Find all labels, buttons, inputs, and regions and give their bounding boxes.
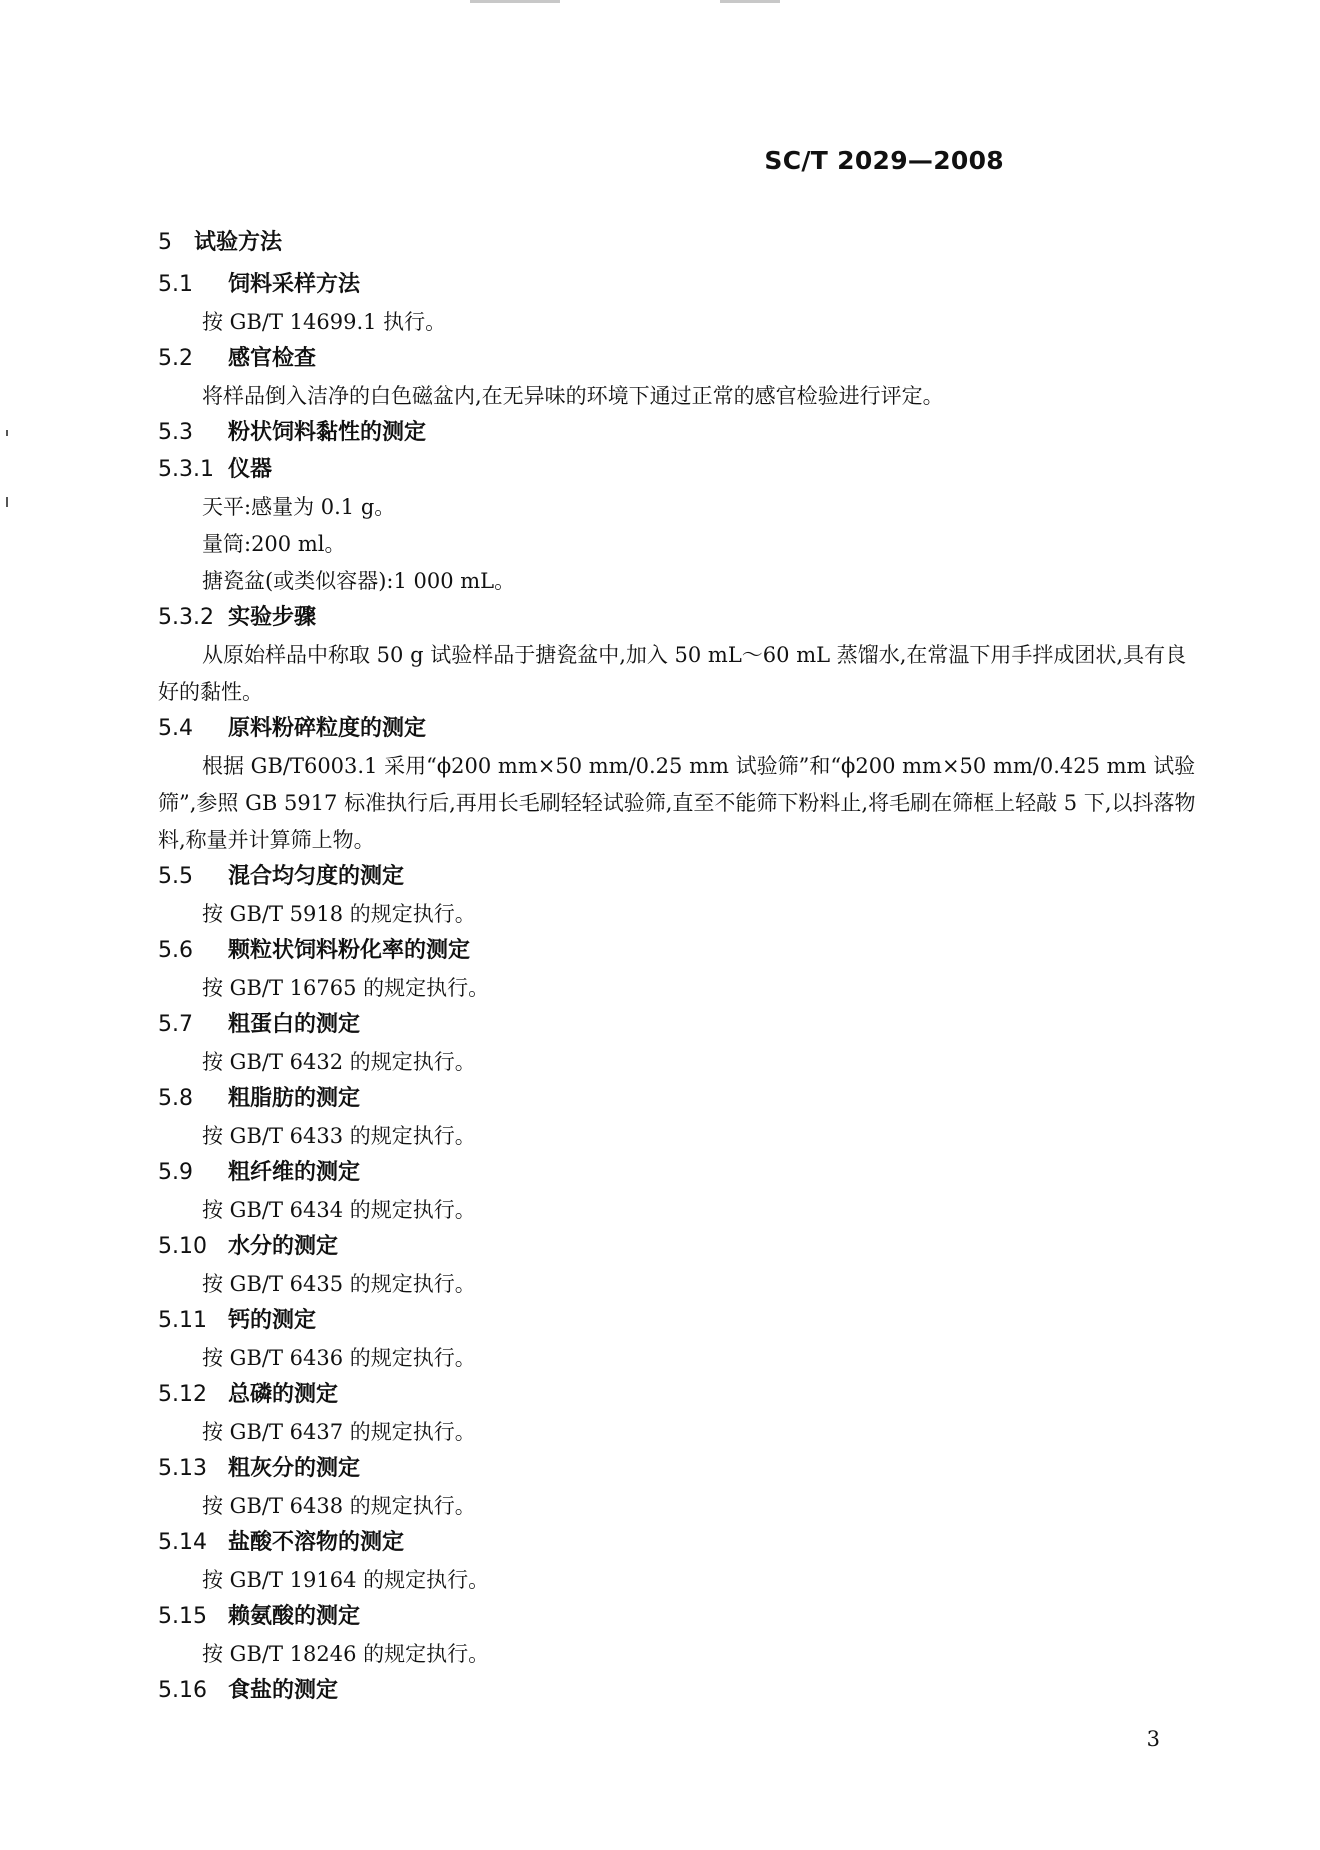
clause-number: 5.12: [158, 1382, 207, 1407]
scan-artifact: [6, 497, 8, 507]
clause-number: 5.3: [158, 420, 193, 445]
clause-text: 按 GB/T 6434 的规定执行。: [202, 1198, 476, 1222]
clause-heading: [158, 341, 1198, 378]
clause-text: 天平:感量为 0.1 g。: [202, 495, 396, 519]
document-code: SC/T 2029—2008: [764, 146, 1004, 175]
clause-number: 5.16: [158, 1678, 207, 1703]
clause-text: 按 GB/T 18246 的规定执行。: [202, 1642, 490, 1666]
clause-title: 实验步骤: [228, 605, 317, 630]
clause-list: [158, 267, 1198, 1710]
section-title: 试验方法: [194, 230, 283, 255]
clause-heading: [158, 600, 1198, 637]
clause-heading: [158, 1673, 1198, 1710]
clause-heading: [158, 1229, 1198, 1266]
clause-title: 粗纤维的测定: [228, 1160, 361, 1185]
clause-text: 根据 GB/T6003.1 采用“ϕ200 mm×50 mm/0.25 mm 试验筛”和“ϕ200 mm×50 mm/0.425 mm 试验筛”,参照 GB 5917 标准执行后,再用长毛刷轻轻试验筛,直至不能筛下粉料止,将毛刷在筛框上轻敲 5 下,以抖落物料,称量并计算筛上物。: [158, 754, 1196, 852]
clause-number: 5.14: [158, 1530, 207, 1555]
clause-title: 仪器: [228, 457, 273, 482]
clause-number: 5.9: [158, 1160, 193, 1185]
clause-number: 5.11: [158, 1308, 207, 1333]
clause-text: 将样品倒入洁净的白色磁盆内,在无异味的环境下通过正常的感官检验进行评定。: [202, 384, 944, 408]
clause-title: 原料粉碎粒度的测定: [228, 716, 427, 741]
clause-number: 5.13: [158, 1456, 207, 1481]
clause-heading: [158, 1007, 1198, 1044]
clause-heading: [158, 1155, 1198, 1192]
clause-number: 5.3.1: [158, 457, 214, 482]
clause-text: 按 GB/T 6435 的规定执行。: [202, 1272, 476, 1296]
clause-text: 从原始样品中称取 50 g 试验样品于搪瓷盆中,加入 50 mL～60 mL 蒸馏水,在常温下用手拌成团状,具有良好的黏性。: [158, 643, 1187, 704]
clause-title: 饲料采样方法: [228, 272, 361, 297]
clause-title: 总磷的测定: [228, 1382, 339, 1407]
clause-text: 按 GB/T 5918 的规定执行。: [202, 902, 476, 926]
clause-title: 粗蛋白的测定: [228, 1012, 361, 1037]
clause-text: 搪瓷盆(或类似容器):1 000 mL。: [202, 569, 516, 593]
clause-title: 颗粒状饲料粉化率的测定: [228, 938, 471, 963]
clause-number: 5.8: [158, 1086, 193, 1111]
clause-number: 5.2: [158, 346, 193, 371]
clause-title: 感官检查: [228, 346, 317, 371]
clause-heading: [158, 415, 1198, 452]
clause-text: 按 GB/T 6438 的规定执行。: [202, 1494, 476, 1518]
clause-title: 水分的测定: [228, 1234, 339, 1259]
clause-text: 按 GB/T 16765 的规定执行。: [202, 976, 490, 1000]
clause-number: 5.1: [158, 272, 193, 297]
clause-number: 5.6: [158, 938, 193, 963]
clause-text: 按 GB/T 6433 的规定执行。: [202, 1124, 476, 1148]
clause-title: 粗脂肪的测定: [228, 1086, 361, 1111]
clause-heading: [158, 1303, 1198, 1340]
clause-title: 粉状饲料黏性的测定: [228, 420, 427, 445]
scan-artifact: [720, 0, 780, 3]
clause-title: 钙的测定: [228, 1308, 317, 1333]
scan-artifact: [6, 430, 8, 436]
clause-title: 混合均匀度的测定: [228, 864, 405, 889]
clause-number: 5.15: [158, 1604, 207, 1629]
clause-heading: [158, 933, 1198, 970]
clause-text: 按 GB/T 6436 的规定执行。: [202, 1346, 476, 1370]
clause-title: 赖氨酸的测定: [228, 1604, 361, 1629]
clause-heading: [158, 711, 1198, 748]
clause-heading: [158, 452, 1198, 489]
clause-number: 5.4: [158, 716, 193, 741]
document-body: [158, 225, 1198, 1710]
page-number: 3: [1146, 1727, 1160, 1751]
clause-title: 粗灰分的测定: [228, 1456, 361, 1481]
clause-heading: [158, 1081, 1198, 1118]
clause-heading: [158, 267, 1198, 304]
clause-heading: [158, 1451, 1198, 1488]
clause-heading: [158, 1377, 1198, 1414]
clause-heading: [158, 1525, 1198, 1562]
clause-text: 按 GB/T 6437 的规定执行。: [202, 1420, 476, 1444]
section-heading: [158, 225, 1198, 267]
clause-heading: [158, 859, 1198, 896]
clause-number: 5.3.2: [158, 605, 214, 630]
clause-text: 量筒:200 ml。: [202, 532, 346, 556]
clause-number: 5.7: [158, 1012, 193, 1037]
clause-text: 按 GB/T 14699.1 执行。: [202, 310, 447, 334]
scan-artifact: [470, 0, 560, 3]
clause-text: 按 GB/T 6432 的规定执行。: [202, 1050, 476, 1074]
clause-number: 5.10: [158, 1234, 207, 1259]
section-number: 5: [158, 230, 172, 255]
clause-heading: [158, 1599, 1198, 1636]
clause-title: 食盐的测定: [228, 1678, 339, 1703]
clause-title: 盐酸不溶物的测定: [228, 1530, 405, 1555]
clause-text: 按 GB/T 19164 的规定执行。: [202, 1568, 490, 1592]
clause-number: 5.5: [158, 864, 193, 889]
